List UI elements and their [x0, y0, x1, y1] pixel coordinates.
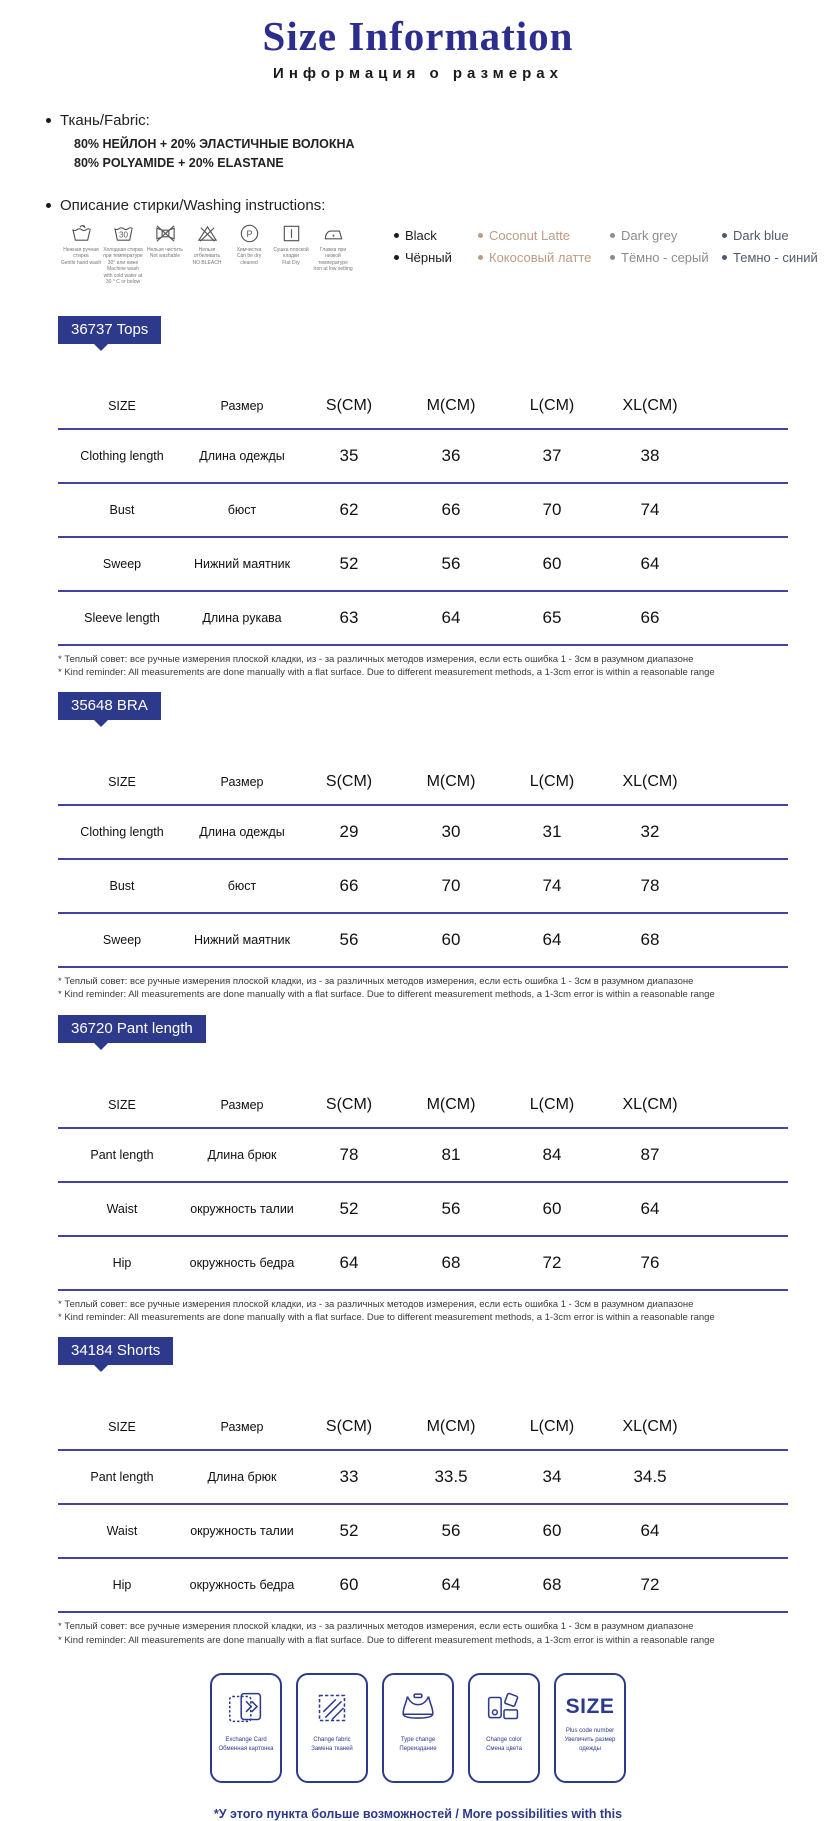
color-dot-icon [478, 233, 483, 238]
washing-label: Описание стирки/Washing instructions: [60, 196, 326, 214]
note-ru: * Теплый совет: все ручные измерения плоской кладки, из - за различных методов измерения, если есть ошибка 1 - 3см в разумном диапазоне [58, 1298, 694, 1310]
size-value: 68 [542, 1575, 562, 1595]
size-value: 36 [441, 445, 461, 465]
size-value: 60 [542, 1521, 562, 1541]
table-row [58, 592, 788, 646]
column-header: SIZE [108, 398, 136, 413]
section-tops [58, 316, 788, 680]
fabric-label: Ткань/Fabric: [60, 112, 150, 129]
change-fabric-icon [309, 1685, 355, 1731]
section-bra [58, 692, 788, 1002]
service-card-fabric [296, 1673, 368, 1783]
color-option [722, 250, 836, 265]
size-value: 74 [542, 876, 562, 896]
fabric-line-ru: 80% НЕЙЛОН + 20% ЭЛАСТИЧНЫЕ ВОЛОКНА [74, 137, 355, 151]
column-header: Размер [220, 775, 264, 790]
color-label: Dark blue [733, 227, 789, 243]
table-row [58, 430, 788, 484]
size-table-bra [58, 760, 788, 968]
fabric-line-en: 80% POLYAMIDE + 20% ELASTANE [74, 155, 284, 170]
measure-label-en: Bust [109, 502, 135, 517]
size-value: 34.5 [633, 1467, 667, 1487]
column-header: S(CM) [325, 773, 373, 791]
note-ru: * Теплый совет: все ручные измерения плоской кладки, из - за различных методов измерения, если есть ошибка 1 - 3см в разумном диапазоне [58, 976, 694, 988]
table-notes [58, 1620, 788, 1647]
color-label: Тёмно - серый [621, 249, 709, 265]
page-title: Size Information [262, 13, 574, 59]
column-header: M(CM) [426, 1418, 476, 1436]
measure-label-en: Sweep [102, 933, 142, 948]
note-ru: * Теплый совет: все ручные измерения плоской кладки, из - за различных методов измерения, если есть ошибка 1 - 3см в разумном диапазоне [58, 653, 694, 665]
color-dot-icon [394, 233, 399, 238]
fabric-section [46, 112, 818, 173]
washing-section [46, 197, 818, 286]
column-header: XL(CM) [622, 396, 678, 414]
drip-dry-icon [280, 222, 303, 245]
washing-symbol [144, 222, 186, 286]
measure-label-ru: окружность талии [190, 1524, 294, 1539]
table-notes [58, 1298, 788, 1325]
column-header: XL(CM) [622, 1095, 678, 1113]
section-badge: 36720 Pant length [58, 1015, 206, 1043]
card-caption: Change color Смена цвета [486, 1736, 522, 1752]
table-row [58, 1559, 788, 1613]
table-row [58, 806, 788, 860]
table-notes [58, 975, 788, 1002]
service-card-type [382, 1673, 454, 1783]
note-en: * Kind reminder: All measurements are done manually with a flat surface. Due to different measurement methods, a 1-3cm error is within a reasonable range [58, 1311, 715, 1323]
note-ru: * Теплый совет: все ручные измерения плоской кладки, из - за различных методов измерения, если есть ошибка 1 - 3см в разумном диапазоне [58, 1621, 694, 1633]
card-caption: Exchange Card Обменная картонка [218, 1736, 274, 1752]
size-value: 70 [441, 876, 461, 896]
column-header: SIZE [108, 775, 136, 790]
measure-label-ru: Длина рукава [202, 610, 282, 625]
measure-label-ru: окружность бедра [189, 1578, 295, 1593]
color-dot-icon [610, 233, 615, 238]
color-dot-icon [722, 255, 727, 260]
column-header: Размер [220, 1097, 264, 1112]
size-plus-icon: SIZE [565, 1694, 615, 1718]
section-badge: 36737 Tops [58, 316, 161, 344]
size-value: 37 [542, 445, 562, 465]
column-header: L(CM) [529, 1095, 575, 1113]
column-header: SIZE [108, 1420, 136, 1435]
page-subtitle: Информация о размерах [273, 65, 563, 82]
table-row [58, 860, 788, 914]
color-option [478, 228, 610, 243]
size-value: 64 [640, 1521, 660, 1541]
size-value: 72 [542, 1252, 562, 1272]
size-value: 30 [441, 822, 461, 842]
washing-caption: Нельзя отбеливать NO BLEACH [192, 246, 222, 266]
color-dot-icon [610, 255, 615, 260]
size-value: 66 [339, 876, 359, 896]
table-row [58, 914, 788, 968]
size-information-page [18, 0, 818, 1821]
size-value: 68 [441, 1252, 461, 1272]
measure-label-ru: Длина одежды [199, 825, 285, 840]
size-value: 34 [542, 1467, 562, 1487]
column-header: S(CM) [325, 396, 373, 414]
color-row-ru [394, 250, 836, 265]
size-value: 70 [542, 499, 562, 519]
measure-label-en: Hip [112, 1255, 132, 1270]
column-header: Размер [220, 398, 264, 413]
color-dot-icon [722, 233, 727, 238]
washing-symbol [228, 222, 270, 286]
no-bleach-icon [196, 222, 219, 245]
type-change-icon [395, 1685, 441, 1731]
measure-label-ru: Нижний маятник [193, 933, 291, 948]
size-value: 76 [640, 1252, 660, 1272]
size-value: 66 [441, 499, 461, 519]
hand-wash-icon [70, 222, 93, 245]
measure-label-ru: бюст [227, 879, 257, 894]
service-card-color [468, 1673, 540, 1783]
size-value: 56 [441, 1521, 461, 1541]
measure-label-en: Waist [106, 1201, 138, 1216]
measure-label-ru: Длина одежды [199, 448, 285, 463]
table-row [58, 1451, 788, 1505]
color-label: Black [405, 227, 437, 243]
measure-label-ru: Длина брюк [207, 1470, 277, 1485]
size-table-tops [58, 384, 788, 646]
color-label: Кокосовый латте [489, 249, 592, 265]
table-row [58, 1505, 788, 1559]
table-row [58, 1183, 788, 1237]
machine-wash-30-icon [112, 222, 135, 245]
card-caption: Plus code number Увеличить размер одежды [564, 1727, 616, 1752]
note-en: * Kind reminder: All measurements are done manually with a flat surface. Due to different measurement methods, a 1-3cm error is within a reasonable range [58, 666, 715, 678]
table-notes [58, 653, 788, 680]
size-table-shorts [58, 1405, 788, 1613]
column-header: S(CM) [325, 1418, 373, 1436]
iron-low-icon [322, 222, 345, 245]
do-not-wring-icon [154, 222, 177, 245]
washing-symbol [312, 222, 354, 286]
card-caption: Type change Переиздание [399, 1736, 437, 1752]
size-value: 38 [640, 445, 660, 465]
color-label: Dark grey [621, 227, 678, 243]
size-value: 60 [542, 1198, 562, 1218]
section-pant-length [58, 1015, 788, 1325]
size-value: 60 [542, 553, 562, 573]
size-value: 78 [640, 876, 660, 896]
color-dot-icon [394, 255, 399, 260]
size-value: 64 [542, 930, 562, 950]
washing-symbol [102, 222, 144, 286]
table-header-row [58, 1405, 788, 1451]
column-header: SIZE [108, 1097, 136, 1112]
washing-symbol [60, 222, 102, 286]
size-table-pant [58, 1083, 788, 1291]
measure-label-en: Pant length [90, 1470, 154, 1485]
fabric-label-row [46, 112, 818, 129]
color-option [610, 250, 722, 265]
bullet-icon [46, 203, 51, 208]
washing-symbol [186, 222, 228, 286]
service-card-size [554, 1673, 626, 1783]
size-value: 81 [441, 1144, 461, 1164]
measure-label-en: Waist [106, 1524, 138, 1539]
color-label: Чёрный [405, 249, 452, 265]
size-value: 56 [441, 1198, 461, 1218]
column-header: M(CM) [426, 773, 476, 791]
change-color-icon [481, 1685, 527, 1731]
size-value: 33 [339, 1467, 359, 1487]
size-value: 68 [640, 930, 660, 950]
size-value: 32 [640, 822, 660, 842]
table-row [58, 1129, 788, 1183]
measure-label-ru: Длина брюк [207, 1147, 277, 1162]
size-value: 33.5 [434, 1467, 468, 1487]
measure-label-ru: окружность бедра [189, 1255, 295, 1270]
measure-label-ru: окружность талии [190, 1201, 294, 1216]
size-value: 60 [339, 1575, 359, 1595]
size-value: 64 [339, 1252, 359, 1272]
washing-caption: Сушка плоской кладки Flat Dry [273, 246, 309, 266]
size-value: 87 [640, 1144, 660, 1164]
size-value: 74 [640, 499, 660, 519]
washing-label-row [46, 197, 818, 214]
color-option [722, 228, 836, 243]
size-value: 84 [542, 1144, 562, 1164]
washing-symbols [60, 222, 372, 286]
table-header-row [58, 384, 788, 430]
measure-label-ru: Нижний маятник [193, 556, 291, 571]
size-value: 66 [640, 607, 660, 627]
size-value: 31 [542, 822, 562, 842]
dry-clean-icon [238, 222, 261, 245]
column-header: L(CM) [529, 773, 575, 791]
measure-label-ru: бюст [227, 502, 257, 517]
column-header: L(CM) [529, 396, 575, 414]
exchange-card-icon [223, 1685, 269, 1731]
size-value: 60 [441, 930, 461, 950]
service-cards [18, 1673, 818, 1783]
color-option [478, 250, 610, 265]
measure-label-en: Pant length [90, 1147, 154, 1162]
section-badge: 34184 Shorts [58, 1337, 173, 1365]
section-badge: 35648 BRA [58, 692, 161, 720]
size-value: 63 [339, 607, 359, 627]
size-value: 56 [441, 553, 461, 573]
size-value: 52 [339, 1521, 359, 1541]
note-en: * Kind reminder: All measurements are done manually with a flat surface. Due to different measurement methods, a 1-3cm error is within a reasonable range [58, 1634, 715, 1646]
measure-label-en: Hip [112, 1578, 132, 1593]
color-option [610, 228, 722, 243]
section-shorts [58, 1337, 788, 1647]
measure-label-en: Clothing length [80, 448, 164, 463]
size-value: 65 [542, 607, 562, 627]
color-label: Темно - синий [733, 249, 818, 265]
color-label: Coconut Latte [489, 227, 570, 243]
color-row-en [394, 228, 836, 243]
size-value: 29 [339, 822, 359, 842]
color-dot-icon [478, 255, 483, 260]
column-header: XL(CM) [622, 1418, 678, 1436]
color-option [394, 250, 478, 265]
size-value: 64 [441, 1575, 461, 1595]
size-value: 56 [339, 930, 359, 950]
service-card-exchange [210, 1673, 282, 1783]
footer-note: *У этого пункта больше возможностей / More possibilities with this [213, 1806, 623, 1821]
measure-label-en: Sleeve length [84, 610, 160, 625]
column-header: M(CM) [426, 1095, 476, 1113]
measure-label-en: Clothing length [80, 825, 164, 840]
washing-caption: Химчистка Can be dry cleaned [236, 246, 262, 266]
measure-label-en: Bust [109, 879, 135, 894]
size-value: 35 [339, 445, 359, 465]
table-header-row [58, 760, 788, 806]
svg-text:P: P [245, 228, 253, 239]
size-value: 64 [640, 1198, 660, 1218]
column-header: XL(CM) [622, 773, 678, 791]
table-row [58, 484, 788, 538]
size-value: 64 [640, 553, 660, 573]
column-header: L(CM) [529, 1418, 575, 1436]
size-value: 52 [339, 1198, 359, 1218]
size-value: 62 [339, 499, 359, 519]
table-row [58, 1237, 788, 1291]
size-value: 52 [339, 553, 359, 573]
column-header: Размер [220, 1420, 264, 1435]
size-value: 64 [441, 607, 461, 627]
column-header: S(CM) [325, 1095, 373, 1113]
washing-caption: Холодная стирка при температуре 30° или ниже Machine wash with cold water at 30 ° C or below [103, 246, 143, 285]
bullet-icon [46, 118, 51, 123]
svg-text:30: 30 [118, 229, 128, 239]
column-header: M(CM) [426, 396, 476, 414]
measure-label-en: Sweep [102, 556, 142, 571]
washing-caption: Глажка при низкой температуре Iron at low setting [313, 246, 353, 272]
washing-caption: Нельзя чистить Not washable [146, 246, 183, 259]
card-caption: Change fabric Замена тканей [311, 1736, 353, 1752]
size-value: 72 [640, 1575, 660, 1595]
size-value: 78 [339, 1144, 359, 1164]
washing-symbol [270, 222, 312, 286]
table-header-row [58, 1083, 788, 1129]
color-options [394, 228, 836, 286]
color-option [394, 228, 478, 243]
note-en: * Kind reminder: All measurements are done manually with a flat surface. Due to different measurement methods, a 1-3cm error is within a reasonable range [58, 989, 715, 1001]
table-row [58, 538, 788, 592]
washing-caption: Нежная ручная стирка Gentle hand wash [60, 246, 102, 266]
